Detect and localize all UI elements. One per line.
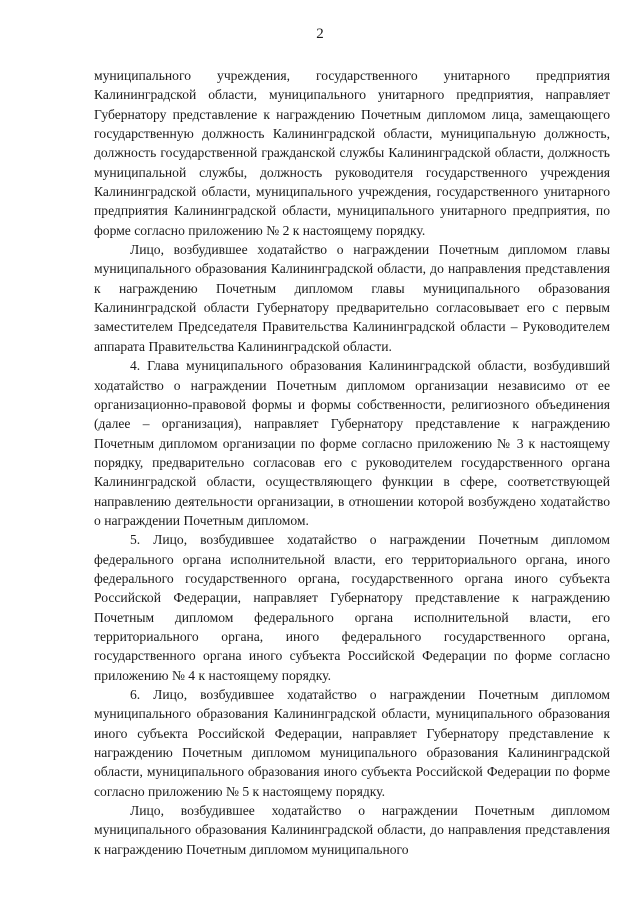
paragraph-item-5: 5. Лицо, возбудившее ходатайство о награждении Почетным дипломом федерального органа исполнительной власти, его территориального органа, иного федерального государственного органа, государственного органа иного субъекта Российской Федерации, направляет Губернатору представление к награждению Почетным дипломом федерального органа исполнительной власти, его территориального органа, иного федерального государственного органа, государственного органа иного субъекта Российской Федерации по форме согласно приложению № 4 к настоящему порядку. bbox=[94, 532, 610, 683]
page-number: 2 bbox=[316, 26, 324, 42]
paragraph-municipal-approval: Лицо, возбудившее ходатайство о награждении Почетным дипломом муниципального образования Калининградской области, до направления представления к награждению Почетным дипломом муниципального bbox=[94, 803, 610, 857]
document-body bbox=[94, 66, 610, 859]
paragraph-head-approval: Лицо, возбудившее ходатайство о награждении Почетным дипломом главы муниципального образования Калининградской области, до направления представления к награждению Почетным дипломом главы муниципального образования Калининградской области Губернатору предварительно согласовывает его с первым заместителем Председателя Правительства Калининградской области – Руководителем аппарата Правительства Калининградской области. bbox=[94, 242, 610, 354]
paragraph-item-4: 4. Глава муниципального образования Калининградской области, возбудивший ходатайство о награждении Почетным дипломом организации независимо от ее организационно-правовой формы и формы собственности, религиозного объединения (далее – организация), направляет Губернатору представление к награждению Почетным дипломом организации по форме согласно приложению № 3 к настоящему порядку, предварительно согласовав его с руководителем государственного органа Калининградской области, осуществляющего функции в сфере, соответствующей направлению деятельности организации, в отношении которой возбуждено ходатайство о награждении Почетным дипломом. bbox=[94, 358, 610, 528]
paragraph-item-6: 6. Лицо, возбудившее ходатайство о награждении Почетным дипломом муниципального образования Калининградской области, муниципального образования иного субъекта Российской Федерации, направляет Губернатору представление к награждению Почетным дипломом муниципального образования Калининградской области, муниципального образования иного субъекта Российской Федерации по форме согласно приложению № 5 к настоящему порядку. bbox=[94, 687, 610, 799]
paragraph-continuation: муниципального учреждения, государственного унитарного предприятия Калининградской области, муниципального унитарного предприятия, направляет Губернатору представление к награждению Почетным дипломом лица, замещающего государственную должность Калининградской области, муниципальную должность, должность государственной гражданской службы Калининградской области, должность муниципальной службы, должность руководителя государственного учреждения Калининградской области, муниципального учреждения, государственного унитарного предприятия Калининградской области, муниципального унитарного предприятия, по форме согласно приложению № 2 к настоящему порядку. bbox=[94, 68, 610, 238]
